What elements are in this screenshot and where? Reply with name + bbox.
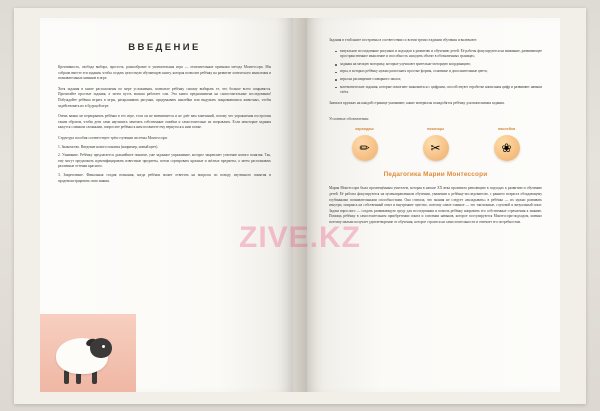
section-title: Педагогика Марии Монтессори xyxy=(383,171,488,179)
legend xyxy=(329,127,542,161)
list-item: 2. Узнавание. Ребёнку предлагается дальнейшее понятие, уже заданное упражнение, которое закрепляет усвоение нового понятия. Так, ему могут предложить идентифицировать известные предметы, потом сортировать красные и жёлтые предметы, а затем распознавать различные оттенки красного. xyxy=(58,153,271,169)
pencil-icon: ✏ xyxy=(352,135,378,161)
list-item: математические задания, которые помогают знакомиться с цифрами, способствуют отработке написания цифр и развивают навыки счёта. xyxy=(335,85,542,96)
feature-list xyxy=(329,49,542,96)
legend-title: Условные обозначения: xyxy=(329,116,370,122)
legend-label: наклейки xyxy=(497,127,516,132)
legend-label: ножницы xyxy=(426,127,445,132)
legend-item-scissors xyxy=(407,127,465,161)
paragraph: Задания в этой книге построены в соответствии со всеми тремя стадиями обучения и включают: xyxy=(329,38,478,42)
paragraph: Значки в кружках на каждой странице указывают, какие материалы понадобятся ребёнку для выполнения задания. xyxy=(329,100,505,105)
sheep-eye xyxy=(102,345,105,348)
paragraph: Очень важно не перекрывать ребёнка в его игре, если он не вмешивается и не даёт вам замечаний, потому что упражнения построены таким образом, чтобы дети сами научились замечать собственные ошибки и самостоятельно их исправлять. Если некоторые задания кажутся слишком сложными, попросите ребёнка к ним посвятите ему вернуться к ним позже. xyxy=(58,114,271,130)
stickers-icon: ❀ xyxy=(494,135,520,161)
paragraph: Мария Монтессори была просвещённым учителем, которая в начале XX века произвела революцию в подходах к развитию и обучению детей. Её работы фокусируются на целенаправленном обучении, уважении к ребёнку-исследователю, с раннего возраста обладающему глубинными познавательными способностями. Она считала, что знания не следует «вкладывать» в ребёнка — их нужно развивать изнутри, опираясь на собственный опыт и внутреннее чувство, поэтому самое главное — это тактильные, слуховой и визуальный опыт. Задача взрослого — создать развивающую среду для исследования и помочь ребёнку направить его собственные стремления к знанию. Помощь ребёнку в самостоятельном приобретении опыта и освоении навыков, которое постулируются Монтессори-подходом, именно поэтому малыш получает удовлетворение от обучения, которое строится на самостоятельности и отвечает его потребностям. xyxy=(329,186,542,224)
watermark: ZIVE.KZ xyxy=(238,221,362,255)
list-item: 3. Закрепление. Финальная стадия познания, когда ребёнок может ответить на вопросы по поводу изученного понятия и продемонстрировать свои знания. xyxy=(58,172,271,183)
sheep-illustration xyxy=(40,300,136,392)
open-book xyxy=(14,8,586,404)
legend-label: карандаш xyxy=(355,127,374,132)
list-item: игры на расширение словарного запаса; xyxy=(335,77,542,83)
paragraph: Креативность, свобода выбора, простота, разнообразие и увлекательная игра — отличительные признаки метода Монтессори. Мы собрали вместе эти задания, чтобы создать целостную обучающую книгу, которая позволит ребёнку на развитие логического мышления и познавательных навыков в игре. xyxy=(58,65,271,81)
page-title: ВВЕДЕНИЕ xyxy=(128,42,201,53)
left-page xyxy=(40,18,293,392)
paragraph: Хотя задания в книге расположены по мере усложнения, позвольте ребёнку самому выбирать те, что больше всего понравятся. Прочитайте простые задания, а затем пусть малыш работает сам. Эта книга предназначена на самостоятельные исследования! Побуждайте ребёнка играть в игры, раскрашивать рисунки, придумывать наклейки или выдумать понравившихся животных, чтобы задействовать их в будущей игре. xyxy=(58,86,271,108)
paragraph: Структура пособия соответствует трём ступеням системы Монтессори: xyxy=(58,135,168,140)
legend-item-stickers xyxy=(478,127,536,161)
list-item: визуальное исследование рисунков и подходов к развитию и обучению детей. Её работы фокусируются на внимание, развивающее пространственное мышление и способность находить объект в обозначенных границах; xyxy=(335,49,542,60)
legend-item-pencil xyxy=(336,127,394,161)
right-page xyxy=(307,18,560,392)
sheep-head xyxy=(90,338,112,358)
scissors-icon: ✂ xyxy=(423,135,449,161)
list-item: 1. Знакомство. Введение нового понятия (например, новый цвет). xyxy=(58,144,159,149)
list-item: задания на мелкую моторику, которые улучшают зрительно-моторную координацию; xyxy=(335,62,542,68)
list-item: игры, в которых ребёнку нужно распознать простые формы, основные и дополнительные цвета; xyxy=(335,69,542,75)
